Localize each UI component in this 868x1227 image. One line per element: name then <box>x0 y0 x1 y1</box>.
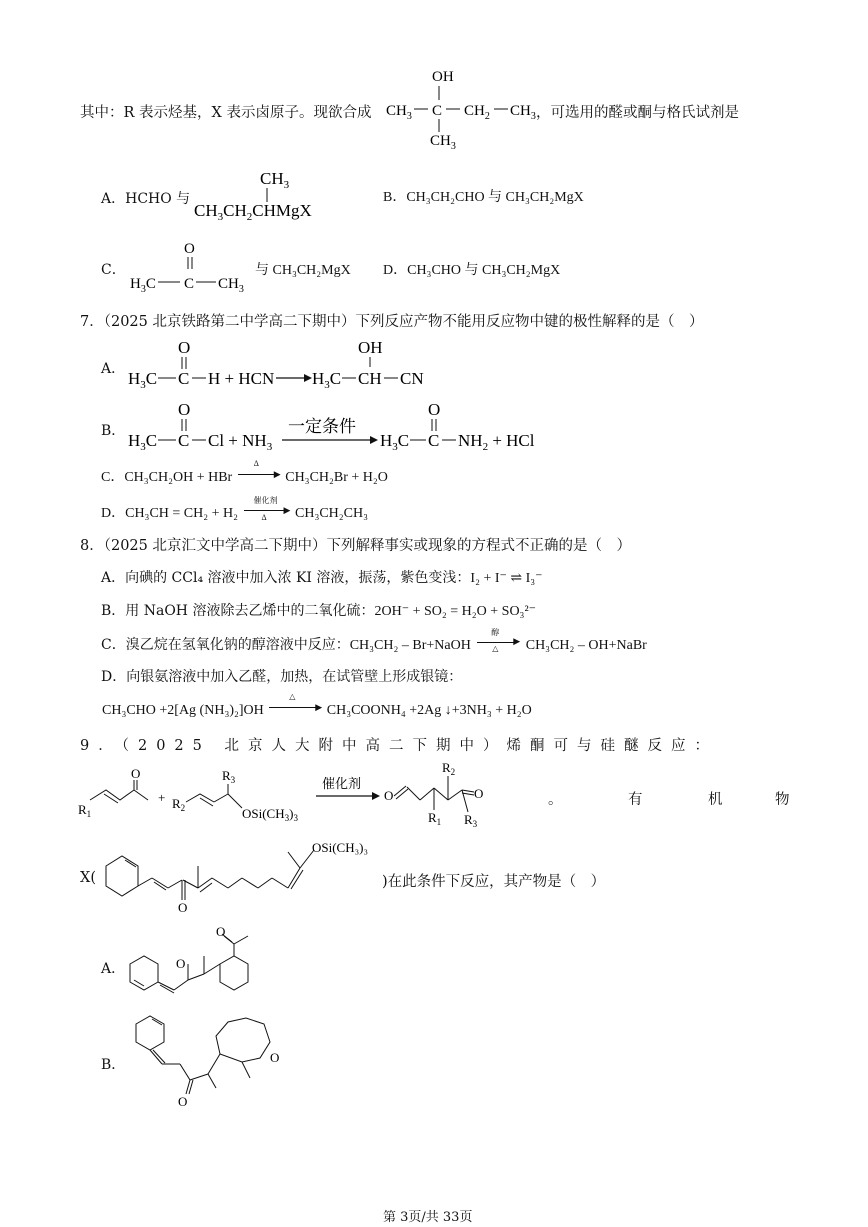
q6-option-c-acetone <box>128 236 258 296</box>
q7-option-a-equation <box>126 336 446 392</box>
svg-text:CH3CH2CHMgX: $CH_3CH_2CHMgX$ <box>194 201 312 223</box>
svg-text:O: O <box>184 241 195 257</box>
q8-option-d-equation: CH₃CHO +2[Ag (NH₃)₂]OH △ ▶ CH₃COONH₄ +2Ag ↓+3NH₃ + H₂O <box>102 692 532 718</box>
svg-text:C: C <box>184 276 195 292</box>
q7-option-b-equation <box>126 398 556 454</box>
svg-text:催化剂: 催化剂 <box>322 776 362 791</box>
svg-text:H + HCN: H + HCN <box>208 369 275 388</box>
q8-option-a: A．向碘的 CCl₄ 溶液中加入浓 KI 溶液，振荡，紫色变浅：I₂ + I⁻ ⇌ I₃⁻ <box>101 570 543 586</box>
svg-text:+: + <box>158 790 166 805</box>
svg-text:CH3: $CH_3$ <box>430 133 456 152</box>
page-footer: 第 3页/共 33页 <box>383 1210 473 1225</box>
q9-x-tail: )在此条件下反应，其产物是（ ） <box>382 874 606 890</box>
svg-text:CH3: $CH_3$ <box>218 276 244 295</box>
q7-stem: 7．（2025 北京铁路第二中学高二下期中）下列反应产物不能用反应物中键的极性解释的是（ ） <box>80 314 704 330</box>
svg-text:H3C: $H_3C$ <box>380 431 410 453</box>
svg-text:CH: CH <box>358 369 382 388</box>
oh-label: OH <box>432 69 454 85</box>
svg-text:O: O <box>176 956 186 971</box>
svg-text:H3C: $H_3C$ <box>130 276 156 295</box>
q9-option-b-label: B． <box>101 1057 126 1073</box>
svg-text:H3C: $H_3C$ <box>128 369 158 391</box>
intro-text-before: 其中：R 表示烃基，X 表示卤原子。现欲合成 <box>80 105 372 121</box>
svg-text:CN: CN <box>400 369 424 388</box>
svg-text:O: O <box>178 400 191 419</box>
q6-option-a-grignard <box>190 160 350 224</box>
svg-text:C: C <box>178 369 190 388</box>
q8-option-c: C．溴乙烷在氢氧化钠的醇溶液中反应：CH₃CH₂ – Br+NaOH 醇 ▶ △ CH₃CH₂ – OH+NaBr <box>101 628 647 653</box>
svg-text:R1: $R_1$ <box>428 810 442 827</box>
svg-text:H3C: $H_3C$ <box>312 369 342 391</box>
svg-text:O: O <box>384 788 394 803</box>
q8-stem: 8．（2025 北京汇文中学高二下期中）下列解释事实或现象的方程式不正确的是（ ） <box>80 538 631 554</box>
q9-stem: 9．（2025 北京人大附中高二下期中）烯酮可与硅醚反应： <box>80 738 718 754</box>
svg-text:CH3: $CH_3$ <box>386 103 412 122</box>
svg-text:R3: $R_3$ <box>222 768 236 785</box>
q9-reaction-scheme <box>76 760 516 832</box>
q8-option-d: D．向银氨溶液中加入乙醛，加热，在试管壁上形成银镜： <box>101 669 463 685</box>
svg-text:一定条件: 一定条件 <box>288 417 356 436</box>
svg-text:C: C <box>178 431 190 450</box>
svg-text:O: O <box>131 766 141 781</box>
q6-option-a-label: A．HCHO 与 <box>101 191 191 207</box>
svg-text:OSi(CH₃)₃: OSi(CH₃)₃ <box>312 840 369 855</box>
q9-compound-x-structure <box>92 836 392 920</box>
q6-option-b: B．CH₃CH₂CHO 与 CH₃CH₂MgX <box>383 190 584 205</box>
q9-option-b-structure <box>124 1010 304 1110</box>
svg-text:H3C: $H_3C$ <box>128 431 158 453</box>
q7-option-c: C．CH₃CH₂OH + HBr Δ ▶ CH₃CH₂Br + H₂O <box>101 459 388 485</box>
q6-option-c-reagent: 与 CH₃CH₂MgX <box>255 263 351 278</box>
q9-tail-you: 有 <box>628 792 643 808</box>
svg-text:Cl + NH3: $Cl + NH_3$ <box>208 431 273 453</box>
svg-text:CH3: $CH_3$ <box>260 169 290 191</box>
q7-option-b-label: B． <box>101 423 126 439</box>
svg-text:O: O <box>216 924 226 939</box>
svg-text:CH2: $CH_2$ <box>464 103 490 122</box>
svg-text:OH: OH <box>358 338 383 357</box>
svg-text:O: O <box>178 1094 188 1109</box>
svg-text:R3: $R_3$ <box>464 812 478 829</box>
svg-text:R2: $R_2$ <box>442 760 456 777</box>
svg-text:O: O <box>474 786 484 801</box>
svg-text:OSi(CH3)3: $OSi(CH_3)_3$ <box>242 806 298 823</box>
q6-option-d: D．CH₃CHO 与 CH₃CH₂MgX <box>383 263 561 278</box>
q7-option-a-label: A． <box>101 361 126 377</box>
svg-text:O: O <box>428 400 441 419</box>
svg-text:O: O <box>270 1050 280 1065</box>
svg-text:C: C <box>432 103 443 119</box>
svg-text:O: O <box>178 900 188 915</box>
q9-x-label: X( <box>80 870 96 886</box>
svg-text:R2: $R_2$ <box>172 796 186 813</box>
q9-option-a-label: A． <box>101 961 126 977</box>
q8-option-b: B．用 NaOH 溶液除去乙烯中的二氧化硫：2OH⁻ + SO₂ = H₂O + SO₃²⁻ <box>101 603 537 619</box>
svg-text:CH3: $CH_3$ <box>510 103 536 122</box>
svg-text:C: C <box>428 431 440 450</box>
svg-text:R1: $R_1$ <box>78 802 92 819</box>
q9-tail-wu: 物 <box>775 792 790 808</box>
q6-option-c-label: C． <box>101 262 126 278</box>
intro-text-after: ，可选用的醛或酮与格氏试剂是 <box>536 105 739 121</box>
q9-tail-ji: 机 <box>708 792 723 808</box>
svg-text:O: O <box>178 338 191 357</box>
svg-text:NH2 + HCl: $NH_2$ + HCl <box>458 431 535 453</box>
q7-option-d: D．CH₃CH = CH₂ + H₂ 催化剂 ▶ Δ CH₃CH₂CH₃ <box>101 496 368 522</box>
q9-tail-period: 。 <box>548 792 563 808</box>
q9-option-a-structure <box>124 922 284 1004</box>
